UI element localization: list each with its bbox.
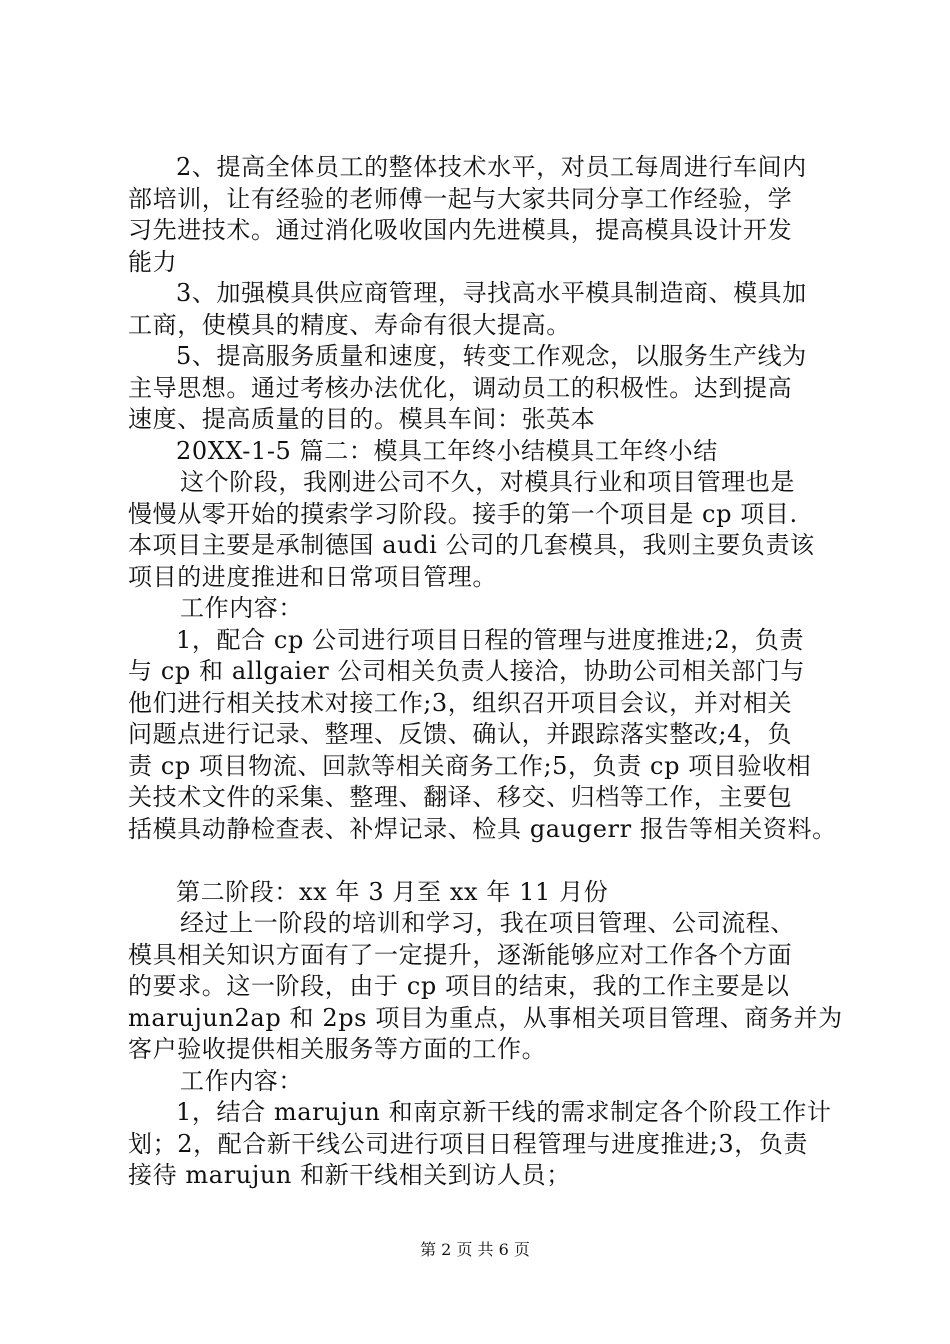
text-line: 的要求。这一阶段，由于 cp 项目的结束，我的工作主要是以 bbox=[128, 972, 790, 1000]
text-line: 这个阶段，我刚进公司不久，对模具行业和项目管理也是 bbox=[180, 468, 795, 496]
paragraph-improve-skills bbox=[128, 152, 840, 278]
text-line: 1，结合 marujun 和南京新干线的需求制定各个阶段工作计 bbox=[176, 1098, 832, 1126]
text-line: 第二阶段：xx 年 3 月至 xx 年 11 月份 bbox=[176, 877, 609, 906]
text-line: 他们进行相关技术对接工作;3，组织召开项目会议，并对相关 bbox=[128, 688, 793, 717]
text-line: 3、加强模具供应商管理，寻找高水平模具制造商、模具加 bbox=[176, 279, 807, 307]
text-line: 1，配合 cp 公司进行项目日程的管理与进度推进;2，负责 bbox=[176, 625, 805, 654]
text-line: 责 cp 项目物流、回款等相关商务工作;5，负责 cp 项目验收相 bbox=[128, 751, 812, 780]
text-line: 经过上一阶段的培训和学习，我在项目管理、公司流程、 bbox=[180, 909, 795, 937]
label-work-content bbox=[128, 1066, 840, 1098]
text-line: 与 cp 和 allgaier 公司相关负责人接洽，协助公司相关部门与 bbox=[128, 657, 806, 685]
text-line: 2、提高全体员工的整体技术水平，对员工每周进行车间内 bbox=[176, 153, 807, 181]
label-work-content bbox=[128, 593, 840, 625]
text-line: 关技术文件的采集、整理、翻译、移交、归档等工作，主要包 bbox=[128, 783, 793, 811]
text-line: 能力 bbox=[128, 247, 178, 276]
paragraph-service-quality bbox=[128, 341, 840, 436]
text-line: 主导思想。通过考核办法优化，调动员工的积极性。达到提高 bbox=[128, 373, 793, 402]
text-line: 本项目主要是承制德国 audi 公司的几套模具，我则主要负责该 bbox=[128, 531, 815, 559]
text-line: 5、提高服务质量和速度，转变工作观念，以服务生产线为 bbox=[176, 342, 807, 370]
text-line: 接待 marujun 和新干线相关到访人员； bbox=[128, 1161, 571, 1189]
text-line: 20XX-1-5 篇二：模具工年终小结模具工年终小结 bbox=[176, 436, 718, 465]
text-line: 工作内容： bbox=[180, 1066, 303, 1095]
text-line: 部培训，让有经验的老师傅一起与大家共同分享工作经验，学 bbox=[128, 184, 793, 213]
text-line: 习先进技术。通过消化吸收国内先进模具，提高模具设计开发 bbox=[128, 216, 793, 244]
paragraph-stage-one-tasks bbox=[128, 625, 840, 846]
section-heading-part-two bbox=[128, 436, 840, 468]
paragraph-supplier-management bbox=[128, 278, 840, 341]
blank-line bbox=[128, 845, 840, 877]
text-line: 模具相关知识方面有了一定提升，逐渐能够应对工作各个方面 bbox=[128, 940, 793, 969]
text-line: 项目的进度推进和日常项目管理。 bbox=[128, 562, 497, 591]
paragraph-stage-two-tasks bbox=[128, 1097, 840, 1192]
paragraph-stage-two-intro bbox=[128, 908, 843, 1066]
document-body bbox=[128, 152, 843, 1192]
text-line: marujun2ap 和 2ps 项目为重点，从事相关项目管理、商务并为 bbox=[128, 1003, 843, 1032]
paragraph-stage-one-intro bbox=[128, 467, 840, 593]
text-line: 问题点进行记录、整理、反馈、确认，并跟踪落实整改;4，负 bbox=[128, 720, 793, 748]
section-heading-stage-two bbox=[128, 877, 840, 909]
page-number-footer: 第 2 页 共 6 页 bbox=[420, 1240, 530, 1259]
text-line: 工商，使模具的精度、寿命有很大提高。 bbox=[128, 310, 571, 339]
text-line: 慢慢从零开始的摸索学习阶段。接手的第一个项目是 cp 项目. bbox=[128, 499, 798, 528]
text-line: 括模具动静检查表、补焊记录、检具 gaugerr 报告等相关资料。 bbox=[128, 814, 837, 843]
text-line: 客户验收提供相关服务等方面的工作。 bbox=[128, 1035, 547, 1063]
text-line: 速度、提高质量的目的。模具车间：张英本 bbox=[128, 405, 596, 433]
text-line: 工作内容： bbox=[180, 594, 303, 622]
text-line: 划；2，配合新干线公司进行项目日程管理与进度推进;3，负责 bbox=[128, 1129, 809, 1158]
